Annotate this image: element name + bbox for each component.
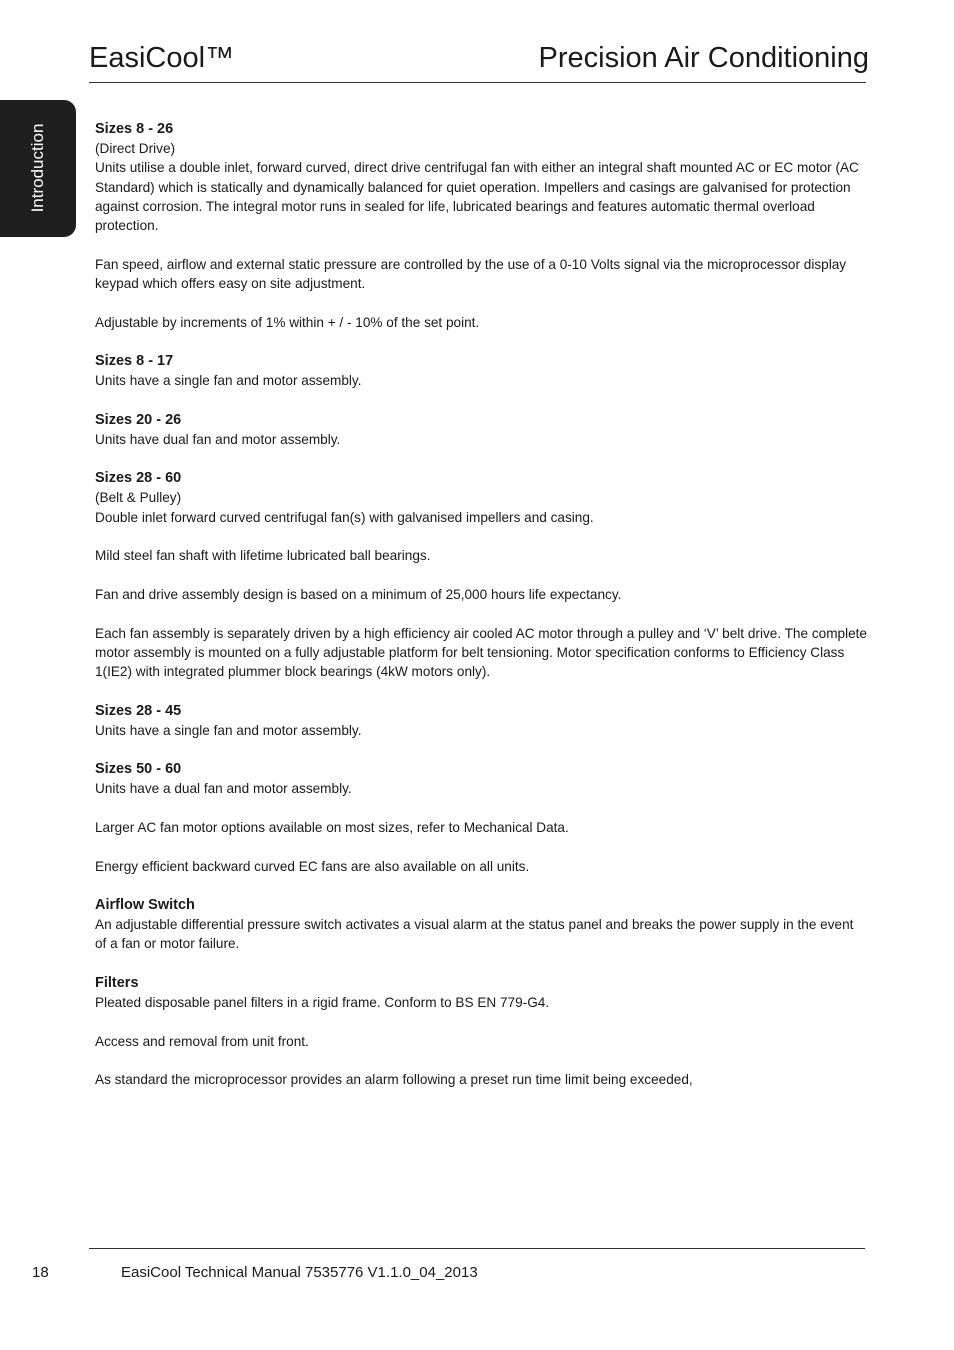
section-tab-introduction[interactable] xyxy=(0,100,76,237)
section xyxy=(95,468,867,681)
section-subheading: (Direct Drive) xyxy=(95,141,176,156)
section-heading: Sizes 20 - 26 xyxy=(95,411,182,428)
document-title: Precision Air Conditioning xyxy=(538,42,869,74)
section-heading: Sizes 8 - 26 xyxy=(95,121,174,137)
section-heading: Sizes 28 - 60 xyxy=(95,470,182,487)
section xyxy=(95,410,867,449)
paragraph: As standard the microprocessor provides an alarm following a preset run time limit being exceeded, xyxy=(95,1072,693,1088)
section xyxy=(95,973,867,1089)
section-tab-label: Introduction xyxy=(28,123,47,213)
section-subheading: (Belt & Pulley) xyxy=(95,490,182,506)
paragraph: Fan and drive assembly design is based on a minimum of 25,000 hours life expectancy. xyxy=(95,586,622,602)
section-heading: Airflow Switch xyxy=(95,897,195,914)
section xyxy=(95,895,867,954)
paragraph: Larger AC fan motor options available on most sizes, refer to Mechanical Data. xyxy=(95,819,569,835)
main-content xyxy=(95,119,867,1089)
paragraph: Mild steel fan shaft with lifetime lubricated ball bearings. xyxy=(95,548,431,564)
section-heading: Sizes 8 - 17 xyxy=(95,353,174,370)
section-heading: Sizes 50 - 60 xyxy=(95,761,182,778)
paragraph: Adjustable by increments of 1% within + / - 10% of the set point. xyxy=(95,314,480,330)
page-number: 18 xyxy=(32,1264,49,1281)
paragraph: Units have a single fan and motor assembly. xyxy=(95,373,362,389)
section-heading: Filters xyxy=(95,974,139,991)
page-header xyxy=(89,40,869,83)
footer-document-reference: EasiCool Technical Manual 7535776 V1.1.0_04_2013 xyxy=(121,1264,478,1281)
brand-title: EasiCool™ xyxy=(89,42,235,74)
section xyxy=(95,701,867,740)
paragraph: Access and removal from unit front. xyxy=(95,1033,309,1049)
paragraph: Units have a single fan and motor assembly. xyxy=(95,722,362,738)
paragraph: Each fan assembly is separately driven by a high efficiency air cooled AC motor through a pulley and ‘V’ belt drive. The complete motor assembly is mounted on a fully adjustable platform for belt tensioning. Motor specification conforms to Efficiency Class 1(IE2) with integrated plummer block bearings (4kW motors only). xyxy=(95,625,867,680)
footer-rule xyxy=(89,1248,865,1249)
paragraph: Double inlet forward curved centrifugal fan(s) with galvanised impellers and casing. xyxy=(95,509,594,525)
paragraph: Units have dual fan and motor assembly. xyxy=(95,431,341,447)
section-heading: Sizes 28 - 45 xyxy=(95,702,182,719)
paragraph: An adjustable differential pressure switch activates a visual alarm at the status panel and breaks the power supply in the event of a fan or motor failure. xyxy=(95,917,854,952)
paragraph: Fan speed, airflow and external static pressure are controlled by the use of a 0-10 Volts signal via the microprocessor display keypad which offers easy on site adjustment. xyxy=(95,256,847,292)
section xyxy=(95,351,867,390)
section xyxy=(95,119,867,332)
paragraph: Pleated disposable panel filters in a rigid frame. Conform to BS EN 779-G4. xyxy=(95,994,550,1010)
section xyxy=(95,759,867,875)
paragraph: Energy efficient backward curved EC fans are also available on all units. xyxy=(95,858,530,874)
paragraph: Units have a dual fan and motor assembly. xyxy=(95,781,352,797)
paragraph: Units utilise a double inlet, forward curved, direct drive centrifugal fan with either an integral shaft mounted AC or EC motor (AC Standard) which is statically and dynamically balanced for quiet operation. Impellers and casings are galvanised for protection against corrosion. The integral motor runs in sealed for life, lubricated bearings and features automatic thermal overload protection. xyxy=(95,160,859,234)
